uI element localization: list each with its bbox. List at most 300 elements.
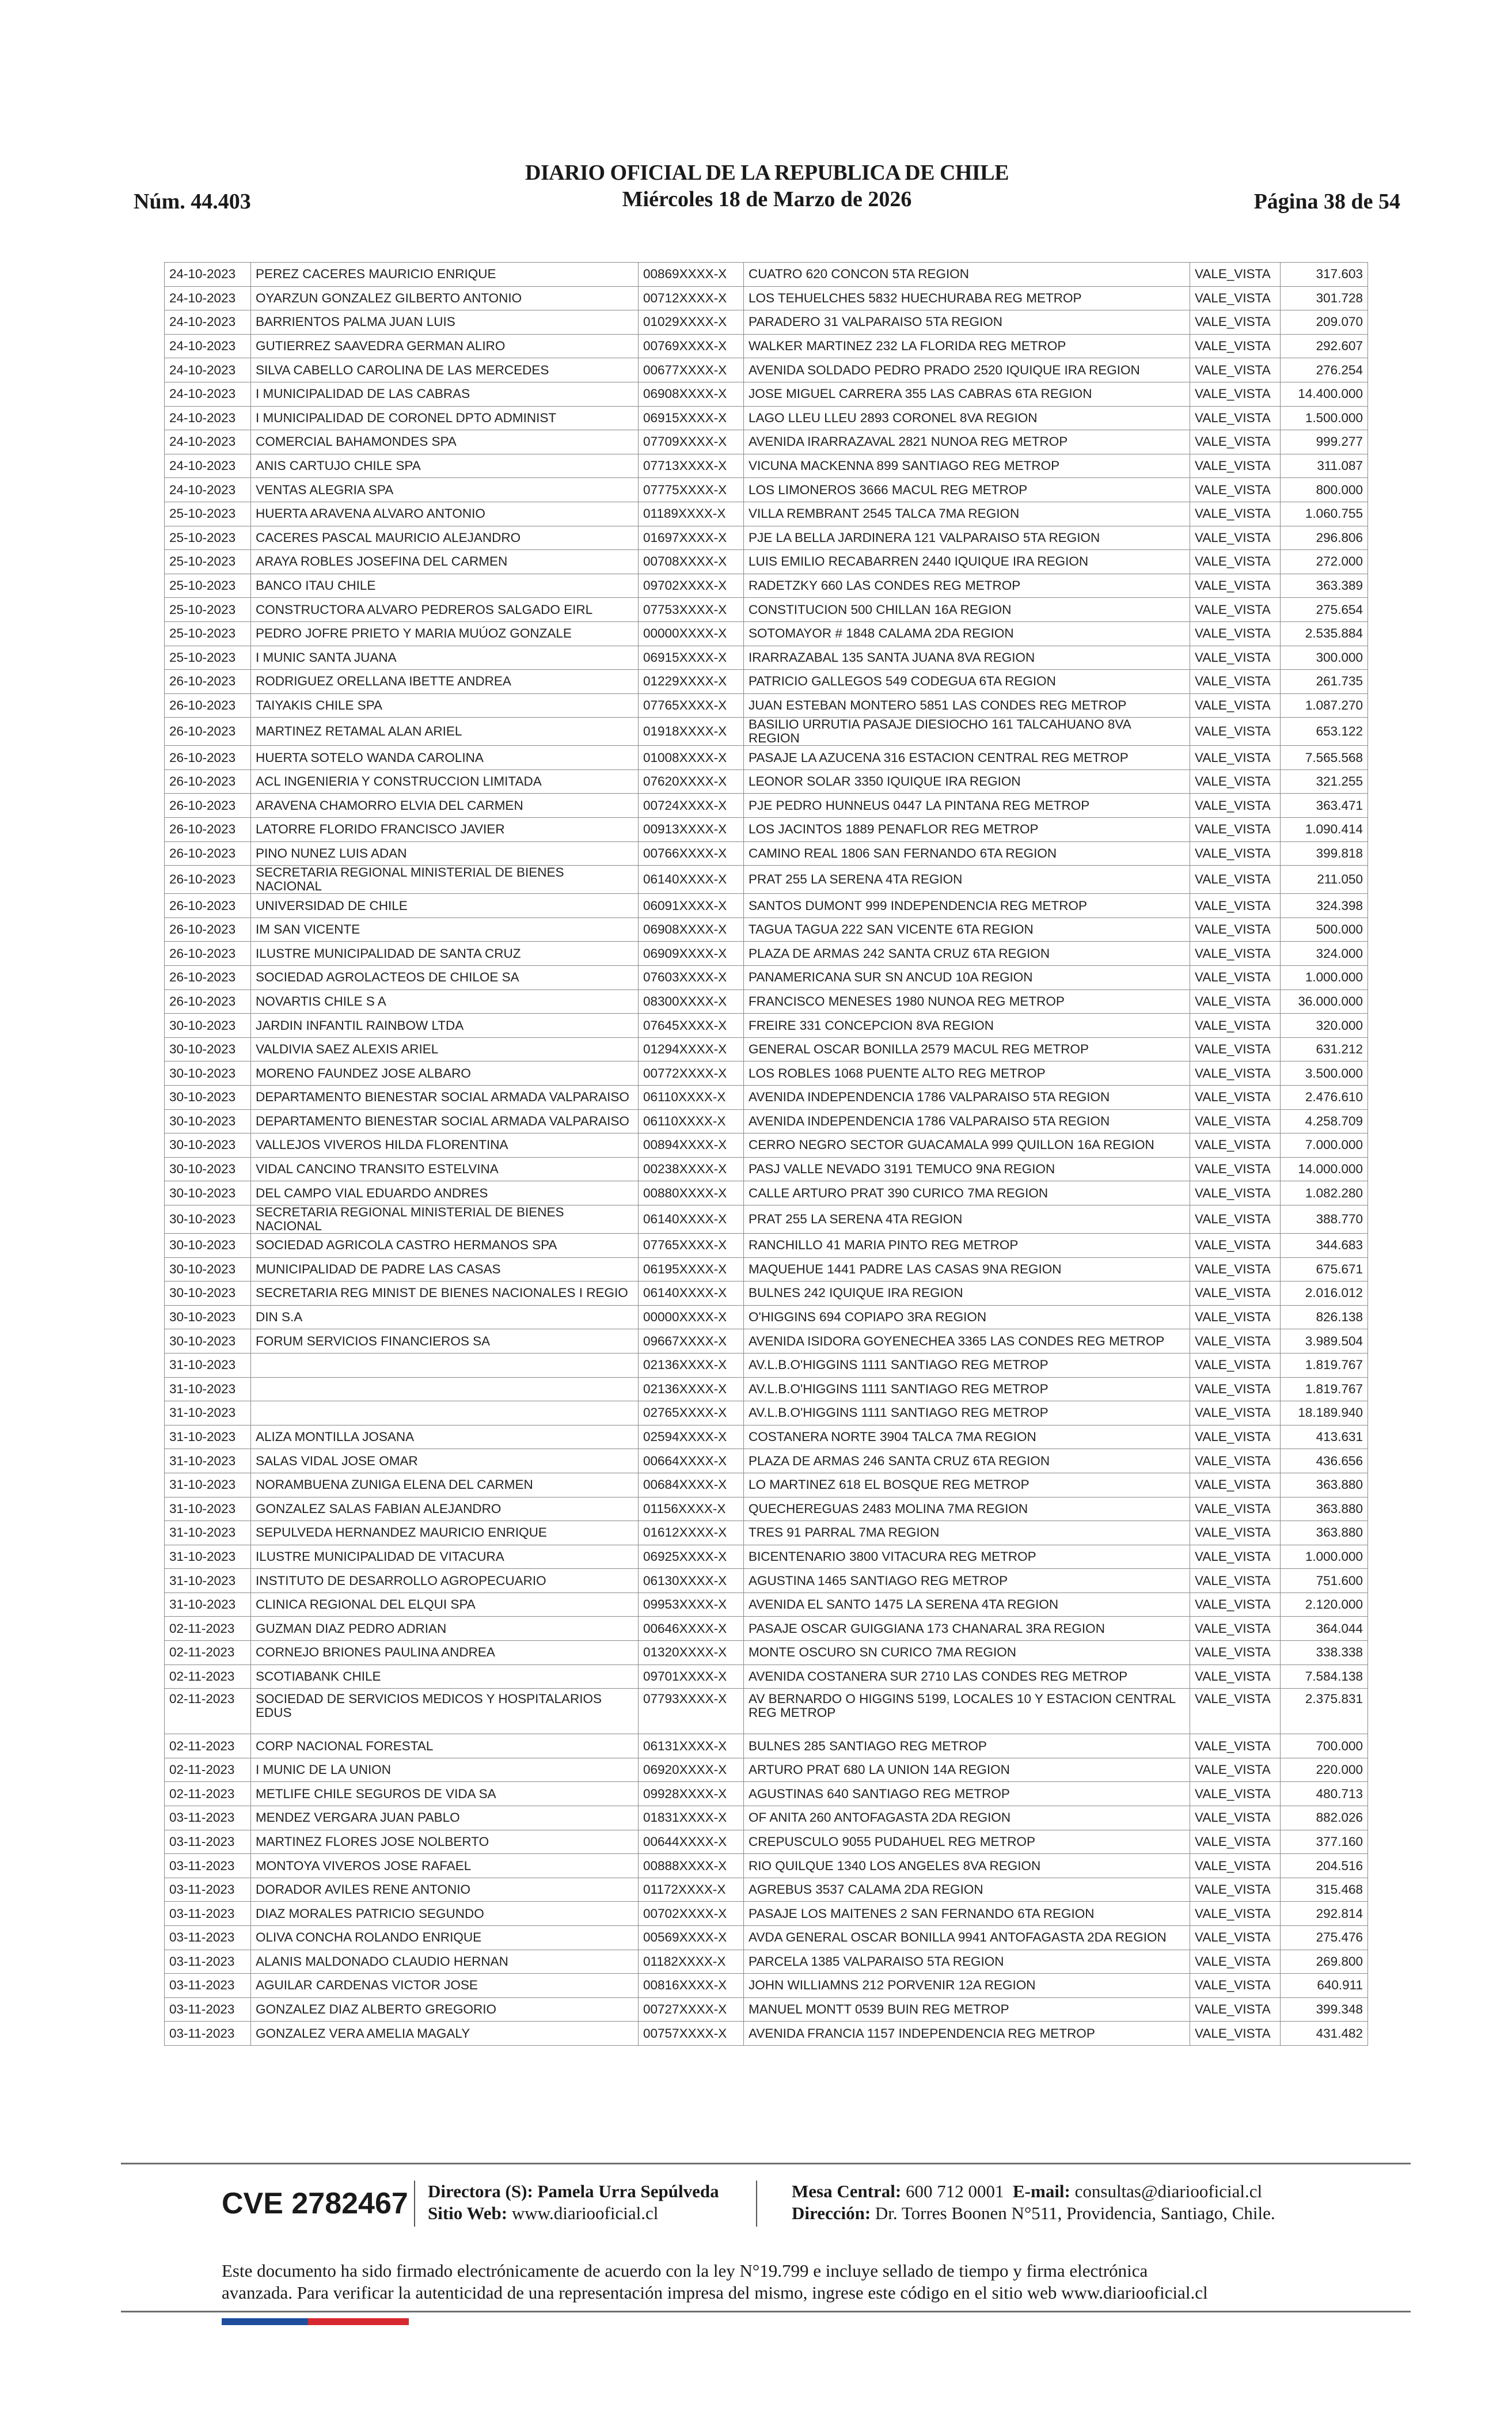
amount-cell: 800.000 <box>1281 478 1368 502</box>
footer-director-block <box>428 2181 719 2224</box>
address-cell: AV.L.B.O'HIGGINS 1111 SANTIAGO REG METROP <box>744 1377 1190 1401</box>
name-cell: ACL INGENIERIA Y CONSTRUCCION LIMITADA <box>251 769 639 794</box>
date-cell: 30-10-2023 <box>165 1205 251 1233</box>
rut-cell: 06130XXXX-X <box>639 1569 744 1593</box>
rut-cell: 02765XXXX-X <box>639 1401 744 1425</box>
director-name: Pamela Urra Sepúlveda <box>537 2181 719 2201</box>
rut-cell: 01156XXXX-X <box>639 1497 744 1521</box>
payment-type-cell: VALE_VISTA <box>1190 1806 1281 1830</box>
address-cell: CREPUSCULO 9055 PUDAHUEL REG METROP <box>744 1830 1190 1854</box>
name-cell: VALDIVIA SAEZ ALEXIS ARIEL <box>251 1037 639 1061</box>
address-cell: PATRICIO GALLEGOS 549 CODEGUA 6TA REGION <box>744 670 1190 694</box>
rut-cell: 06131XXXX-X <box>639 1734 744 1758</box>
amount-cell: 751.600 <box>1281 1569 1368 1593</box>
name-cell: ALANIS MALDONADO CLAUDIO HERNAN <box>251 1950 639 1974</box>
rut-cell: 01294XXXX-X <box>639 1037 744 1061</box>
rut-cell: 06110XXXX-X <box>639 1086 744 1110</box>
amount-cell: 1.819.767 <box>1281 1377 1368 1401</box>
name-cell: VENTAS ALEGRIA SPA <box>251 478 639 502</box>
date-cell: 30-10-2023 <box>165 1157 251 1181</box>
date-cell: 26-10-2023 <box>165 746 251 770</box>
payment-type-cell: VALE_VISTA <box>1190 1181 1281 1205</box>
date-cell: 30-10-2023 <box>165 1281 251 1306</box>
payment-type-cell: VALE_VISTA <box>1190 670 1281 694</box>
name-cell: VIDAL CANCINO TRANSITO ESTELVINA <box>251 1157 639 1181</box>
table-row <box>165 454 1368 478</box>
address-cell: AVENIDA INDEPENDENCIA 1786 VALPARAISO 5TA REGION <box>744 1109 1190 1133</box>
table-row <box>165 989 1368 1014</box>
name-cell: MORENO FAUNDEZ JOSE ALBARO <box>251 1061 639 1086</box>
name-cell: CONSTRUCTORA ALVARO PEDREROS SALGADO EIRL <box>251 598 639 622</box>
name-cell <box>251 1353 639 1377</box>
date-cell: 24-10-2023 <box>165 382 251 406</box>
table-row <box>165 866 1368 894</box>
date-cell: 03-11-2023 <box>165 1902 251 1926</box>
address-cell: AVENIDA COSTANERA SUR 2710 LAS CONDES REG METROP <box>744 1665 1190 1689</box>
name-cell: I MUNIC SANTA JUANA <box>251 646 639 670</box>
amount-cell: 364.044 <box>1281 1617 1368 1641</box>
payment-type-cell: VALE_VISTA <box>1190 894 1281 918</box>
amount-cell: 388.770 <box>1281 1205 1368 1233</box>
rut-cell: 00708XXXX-X <box>639 550 744 574</box>
date-cell: 31-10-2023 <box>165 1377 251 1401</box>
payment-type-cell: VALE_VISTA <box>1190 382 1281 406</box>
date-cell: 26-10-2023 <box>165 718 251 746</box>
rut-cell: 00677XXXX-X <box>639 358 744 382</box>
table-row <box>165 1521 1368 1545</box>
rut-cell: 00702XXXX-X <box>639 1902 744 1926</box>
address-cell: CONSTITUCION 500 CHILLAN 16A REGION <box>744 598 1190 622</box>
payment-type-cell: VALE_VISTA <box>1190 1353 1281 1377</box>
amount-cell: 675.671 <box>1281 1257 1368 1281</box>
address-cell: O'HIGGINS 694 COPIAPO 3RA REGION <box>744 1305 1190 1329</box>
payment-type-cell: VALE_VISTA <box>1190 1401 1281 1425</box>
date-cell: 03-11-2023 <box>165 1806 251 1830</box>
amount-cell: 2.120.000 <box>1281 1593 1368 1617</box>
name-cell: MUNICIPALIDAD DE PADRE LAS CASAS <box>251 1257 639 1281</box>
amount-cell: 296.806 <box>1281 526 1368 550</box>
date-cell: 30-10-2023 <box>165 1086 251 1110</box>
payment-type-cell: VALE_VISTA <box>1190 794 1281 818</box>
payment-type-cell: VALE_VISTA <box>1190 1569 1281 1593</box>
address-cell: BULNES 285 SANTIAGO REG METROP <box>744 1734 1190 1758</box>
amount-cell: 399.348 <box>1281 1997 1368 2022</box>
amount-cell: 500.000 <box>1281 917 1368 942</box>
amount-cell: 363.471 <box>1281 794 1368 818</box>
table-row <box>165 2022 1368 2046</box>
rut-cell: 00644XXXX-X <box>639 1830 744 1854</box>
address-cell: PJE LA BELLA JARDINERA 121 VALPARAISO 5TA REGION <box>744 526 1190 550</box>
date-cell: 26-10-2023 <box>165 894 251 918</box>
date-cell: 26-10-2023 <box>165 989 251 1014</box>
table-row <box>165 1902 1368 1926</box>
address-cell: ARTURO PRAT 680 LA UNION 14A REGION <box>744 1758 1190 1782</box>
address-cell: PLAZA DE ARMAS 246 SANTA CRUZ 6TA REGION <box>744 1449 1190 1473</box>
address-cell: PASAJE LA AZUCENA 316 ESTACION CENTRAL REG METROP <box>744 746 1190 770</box>
table-row <box>165 1974 1368 1998</box>
address-value: Dr. Torres Boonen N°511, Providencia, Santiago, Chile. <box>875 2203 1275 2223</box>
name-cell: SOCIEDAD AGRICOLA CASTRO HERMANOS SPA <box>251 1233 639 1257</box>
payment-type-cell: VALE_VISTA <box>1190 430 1281 454</box>
date-cell: 26-10-2023 <box>165 693 251 718</box>
payment-type-cell: VALE_VISTA <box>1190 1734 1281 1758</box>
name-cell: TAIYAKIS CHILE SPA <box>251 693 639 718</box>
date-cell: 25-10-2023 <box>165 621 251 646</box>
rut-cell: 09701XXXX-X <box>639 1665 744 1689</box>
rut-cell: 01229XXXX-X <box>639 670 744 694</box>
name-cell: OLIVA CONCHA ROLANDO ENRIQUE <box>251 1926 639 1950</box>
table-row <box>165 1641 1368 1665</box>
name-cell: PEREZ CACERES MAURICIO ENRIQUE <box>251 263 639 287</box>
name-cell: HUERTA ARAVENA ALVARO ANTONIO <box>251 502 639 526</box>
date-cell: 31-10-2023 <box>165 1473 251 1497</box>
date-cell: 24-10-2023 <box>165 286 251 310</box>
address-cell: RADETZKY 660 LAS CONDES REG METROP <box>744 574 1190 598</box>
name-cell: I MUNIC DE LA UNION <box>251 1758 639 1782</box>
date-cell: 26-10-2023 <box>165 794 251 818</box>
name-cell: GONZALEZ SALAS FABIAN ALEJANDRO <box>251 1497 639 1521</box>
payment-type-cell: VALE_VISTA <box>1190 2022 1281 2046</box>
table-row <box>165 382 1368 406</box>
amount-cell: 311.087 <box>1281 454 1368 478</box>
name-cell: I MUNICIPALIDAD DE LAS CABRAS <box>251 382 639 406</box>
date-cell: 30-10-2023 <box>165 1305 251 1329</box>
rut-cell: 00769XXXX-X <box>639 334 744 358</box>
name-cell: SALAS VIDAL JOSE OMAR <box>251 1449 639 1473</box>
address-cell: CUATRO 620 CONCON 5TA REGION <box>744 263 1190 287</box>
table-row <box>165 286 1368 310</box>
date-cell: 03-11-2023 <box>165 1950 251 1974</box>
flag-stripe-red <box>308 2318 409 2325</box>
date-cell: 02-11-2023 <box>165 1734 251 1758</box>
rut-cell: 01831XXXX-X <box>639 1806 744 1830</box>
rut-cell: 06920XXXX-X <box>639 1758 744 1782</box>
address-cell: LOS LIMONEROS 3666 MACUL REG METROP <box>744 478 1190 502</box>
table-row <box>165 502 1368 526</box>
date-cell: 26-10-2023 <box>165 670 251 694</box>
table-row <box>165 1109 1368 1133</box>
phone-label: Mesa Central: <box>792 2181 902 2201</box>
address-cell: AVENIDA FRANCIA 1157 INDEPENDENCIA REG METROP <box>744 2022 1190 2046</box>
table-row <box>165 1425 1368 1449</box>
address-cell: PASAJE OSCAR GUIGGIANA 173 CHANARAL 3RA REGION <box>744 1617 1190 1641</box>
name-cell: NOVARTIS CHILE S A <box>251 989 639 1014</box>
table-row <box>165 1133 1368 1158</box>
payment-type-cell: VALE_VISTA <box>1190 454 1281 478</box>
rut-cell: 06915XXXX-X <box>639 646 744 670</box>
date-cell: 24-10-2023 <box>165 334 251 358</box>
date-cell: 03-11-2023 <box>165 1830 251 1854</box>
table-row <box>165 263 1368 287</box>
amount-cell: 220.000 <box>1281 1758 1368 1782</box>
web-label: Sitio Web: <box>428 2203 508 2223</box>
rut-cell: 01182XXXX-X <box>639 1950 744 1974</box>
date-cell: 26-10-2023 <box>165 866 251 894</box>
name-cell: CACERES PASCAL MAURICIO ALEJANDRO <box>251 526 639 550</box>
payment-type-cell: VALE_VISTA <box>1190 526 1281 550</box>
rut-cell: 06195XXXX-X <box>639 1257 744 1281</box>
rut-cell: 06908XXXX-X <box>639 917 744 942</box>
name-cell: GONZALEZ VERA AMELIA MAGALY <box>251 2022 639 2046</box>
rut-cell: 09667XXXX-X <box>639 1329 744 1353</box>
payment-type-cell: VALE_VISTA <box>1190 1902 1281 1926</box>
date-cell: 24-10-2023 <box>165 358 251 382</box>
amount-cell: 324.000 <box>1281 942 1368 966</box>
records-body <box>165 263 1368 2046</box>
table-row <box>165 1734 1368 1758</box>
date-cell: 26-10-2023 <box>165 917 251 942</box>
amount-cell: 14.000.000 <box>1281 1157 1368 1181</box>
table-row <box>165 1758 1368 1782</box>
rut-cell: 01697XXXX-X <box>639 526 744 550</box>
table-row <box>165 358 1368 382</box>
date-cell: 30-10-2023 <box>165 1329 251 1353</box>
table-row <box>165 670 1368 694</box>
rut-cell: 07775XXXX-X <box>639 478 744 502</box>
rut-cell: 02594XXXX-X <box>639 1425 744 1449</box>
payment-type-cell: VALE_VISTA <box>1190 966 1281 990</box>
address-cell: GENERAL OSCAR BONILLA 2579 MACUL REG METROP <box>744 1037 1190 1061</box>
email-link[interactable]: consultas@diariooficial.cl <box>1074 2181 1263 2201</box>
payment-type-cell: VALE_VISTA <box>1190 263 1281 287</box>
amount-cell: 826.138 <box>1281 1305 1368 1329</box>
name-cell <box>251 1377 639 1401</box>
amount-cell: 3.989.504 <box>1281 1329 1368 1353</box>
name-cell: FORUM SERVICIOS FINANCIEROS SA <box>251 1329 639 1353</box>
address-cell: AV.L.B.O'HIGGINS 1111 SANTIAGO REG METROP <box>744 1401 1190 1425</box>
page-footer <box>222 2177 1316 2240</box>
rut-cell: 07709XXXX-X <box>639 430 744 454</box>
rut-cell: 00757XXXX-X <box>639 2022 744 2046</box>
amount-cell: 321.255 <box>1281 769 1368 794</box>
rut-cell: 00772XXXX-X <box>639 1061 744 1086</box>
name-cell: PEDRO JOFRE PRIETO Y MARIA MUÚOZ GONZALE <box>251 621 639 646</box>
legal-line: Este documento ha sido firmado electrónicamente de acuerdo con la ley N°19.799 e incluye sellado de tiempo y firma electrónica <box>222 2261 1148 2281</box>
date-cell: 24-10-2023 <box>165 454 251 478</box>
rut-cell: 02136XXXX-X <box>639 1353 744 1377</box>
date-cell: 31-10-2023 <box>165 1545 251 1569</box>
address-cell: JOHN WILLIAMNS 212 PORVENIR 12A REGION <box>744 1974 1190 1998</box>
payment-type-cell: VALE_VISTA <box>1190 1061 1281 1086</box>
name-cell: BANCO ITAU CHILE <box>251 574 639 598</box>
date-cell: 30-10-2023 <box>165 1233 251 1257</box>
footer-divider <box>756 2181 757 2227</box>
table-row <box>165 550 1368 574</box>
payment-type-cell: VALE_VISTA <box>1190 334 1281 358</box>
payment-type-cell: VALE_VISTA <box>1190 1521 1281 1545</box>
footer-top-rule <box>121 2163 1411 2164</box>
payment-type-cell: VALE_VISTA <box>1190 866 1281 894</box>
name-cell: NORAMBUENA ZUNIGA ELENA DEL CARMEN <box>251 1473 639 1497</box>
rut-cell: 01029XXXX-X <box>639 310 744 335</box>
table-row <box>165 1037 1368 1061</box>
amount-cell: 480.713 <box>1281 1782 1368 1806</box>
amount-cell: 7.584.138 <box>1281 1665 1368 1689</box>
payment-type-cell: VALE_VISTA <box>1190 310 1281 335</box>
address-cell: PARCELA 1385 VALPARAISO 5TA REGION <box>744 1950 1190 1974</box>
table-row <box>165 894 1368 918</box>
amount-cell: 315.468 <box>1281 1878 1368 1902</box>
payment-type-cell: VALE_VISTA <box>1190 841 1281 866</box>
rut-cell: 00869XXXX-X <box>639 263 744 287</box>
name-cell: I MUNICIPALIDAD DE CORONEL DPTO ADMINIST <box>251 406 639 430</box>
payment-type-cell: VALE_VISTA <box>1190 358 1281 382</box>
date-cell: 30-10-2023 <box>165 1109 251 1133</box>
rut-cell: 00684XXXX-X <box>639 1473 744 1497</box>
amount-cell: 317.603 <box>1281 263 1368 287</box>
table-row <box>165 1997 1368 2022</box>
date-cell: 26-10-2023 <box>165 818 251 842</box>
date-cell: 26-10-2023 <box>165 769 251 794</box>
flag-stripe-blue <box>222 2318 308 2325</box>
payment-type-cell: VALE_VISTA <box>1190 942 1281 966</box>
name-cell: MARTINEZ RETAMAL ALAN ARIEL <box>251 718 639 746</box>
address-cell: PRAT 255 LA SERENA 4TA REGION <box>744 866 1190 894</box>
payment-type-cell: VALE_VISTA <box>1190 574 1281 598</box>
payment-type-cell: VALE_VISTA <box>1190 1665 1281 1689</box>
payment-type-cell: VALE_VISTA <box>1190 1329 1281 1353</box>
payment-type-cell: VALE_VISTA <box>1190 646 1281 670</box>
amount-cell: 436.656 <box>1281 1449 1368 1473</box>
payment-type-cell: VALE_VISTA <box>1190 1545 1281 1569</box>
rut-cell: 09953XXXX-X <box>639 1593 744 1617</box>
amount-cell: 209.070 <box>1281 310 1368 335</box>
rut-cell: 08300XXXX-X <box>639 989 744 1014</box>
date-cell: 30-10-2023 <box>165 1014 251 1038</box>
date-cell: 26-10-2023 <box>165 942 251 966</box>
address-cell: MANUEL MONTT 0539 BUIN REG METROP <box>744 1997 1190 2022</box>
address-cell: SANTOS DUMONT 999 INDEPENDENCIA REG METROP <box>744 894 1190 918</box>
publication-title: DIARIO OFICIAL DE LA REPUBLICA DE CHILE <box>525 161 1009 185</box>
payment-type-cell: VALE_VISTA <box>1190 478 1281 502</box>
rut-cell: 00646XXXX-X <box>639 1617 744 1641</box>
payment-type-cell: VALE_VISTA <box>1190 1854 1281 1878</box>
amount-cell: 1.000.000 <box>1281 1545 1368 1569</box>
address-cell: JOSE MIGUEL CARRERA 355 LAS CABRAS 6TA REGION <box>744 382 1190 406</box>
date-cell: 26-10-2023 <box>165 841 251 866</box>
amount-cell: 276.254 <box>1281 358 1368 382</box>
name-cell: ALIZA MONTILLA JOSANA <box>251 1425 639 1449</box>
address-cell: VILLA REMBRANT 2545 TALCA 7MA REGION <box>744 502 1190 526</box>
payment-type-cell: VALE_VISTA <box>1190 1377 1281 1401</box>
payment-type-cell: VALE_VISTA <box>1190 1497 1281 1521</box>
name-cell: UNIVERSIDAD DE CHILE <box>251 894 639 918</box>
name-cell: MONTOYA VIVEROS JOSE RAFAEL <box>251 1854 639 1878</box>
amount-cell: 261.735 <box>1281 670 1368 694</box>
address-cell: LOS TEHUELCHES 5832 HUECHURABA REG METROP <box>744 286 1190 310</box>
rut-cell: 07603XXXX-X <box>639 966 744 990</box>
table-row <box>165 1569 1368 1593</box>
amount-cell: 320.000 <box>1281 1014 1368 1038</box>
name-cell: RODRIGUEZ ORELLANA IBETTE ANDREA <box>251 670 639 694</box>
date-cell: 31-10-2023 <box>165 1353 251 1377</box>
table-row <box>165 621 1368 646</box>
payment-type-cell: VALE_VISTA <box>1190 1689 1281 1734</box>
rut-cell: 09928XXXX-X <box>639 1782 744 1806</box>
amount-cell: 377.160 <box>1281 1830 1368 1854</box>
phone-value: 600 712 0001 <box>906 2181 1004 2201</box>
table-row <box>165 1281 1368 1306</box>
payment-type-cell: VALE_VISTA <box>1190 818 1281 842</box>
amount-cell: 399.818 <box>1281 841 1368 866</box>
address-cell: RIO QUILQUE 1340 LOS ANGELES 8VA REGION <box>744 1854 1190 1878</box>
name-cell: MENDEZ VERGARA JUAN PABLO <box>251 1806 639 1830</box>
amount-cell: 7.565.568 <box>1281 746 1368 770</box>
rut-cell: 00569XXXX-X <box>639 1926 744 1950</box>
name-cell: SECRETARIA REG MINIST DE BIENES NACIONALES I REGIO <box>251 1281 639 1306</box>
name-cell: SECRETARIA REGIONAL MINISTERIAL DE BIENES NACIONAL <box>251 866 639 894</box>
address-cell: QUECHEREGUAS 2483 MOLINA 7MA REGION <box>744 1497 1190 1521</box>
date-cell: 31-10-2023 <box>165 1497 251 1521</box>
table-row <box>165 1377 1368 1401</box>
amount-cell: 14.400.000 <box>1281 382 1368 406</box>
payment-type-cell: VALE_VISTA <box>1190 598 1281 622</box>
rut-cell: 00712XXXX-X <box>639 286 744 310</box>
rut-cell: 00000XXXX-X <box>639 1305 744 1329</box>
rut-cell: 06925XXXX-X <box>639 1545 744 1569</box>
records-table <box>164 262 1368 2046</box>
table-row <box>165 1353 1368 1377</box>
address-cell: RANCHILLO 41 MARIA PINTO REG METROP <box>744 1233 1190 1257</box>
address-cell: AVENIDA INDEPENDENCIA 1786 VALPARAISO 5TA REGION <box>744 1086 1190 1110</box>
table-row <box>165 1205 1368 1233</box>
address-cell: PLAZA DE ARMAS 242 SANTA CRUZ 6TA REGION <box>744 942 1190 966</box>
table-row <box>165 1926 1368 1950</box>
name-cell: DIN S.A <box>251 1305 639 1329</box>
rut-cell: 06110XXXX-X <box>639 1109 744 1133</box>
date-cell: 24-10-2023 <box>165 310 251 335</box>
date-cell: 25-10-2023 <box>165 598 251 622</box>
address-cell: LAGO LLEU LLEU 2893 CORONEL 8VA REGION <box>744 406 1190 430</box>
payment-type-cell: VALE_VISTA <box>1190 502 1281 526</box>
table-row <box>165 574 1368 598</box>
table-row <box>165 1257 1368 1281</box>
table-row <box>165 1854 1368 1878</box>
payment-type-cell: VALE_VISTA <box>1190 1593 1281 1617</box>
web-link[interactable]: www.diariooficial.cl <box>511 2203 659 2223</box>
address-cell: PANAMERICANA SUR SN ANCUD 10A REGION <box>744 966 1190 990</box>
address-cell: COSTANERA NORTE 3904 TALCA 7MA REGION <box>744 1425 1190 1449</box>
amount-cell: 18.189.940 <box>1281 1401 1368 1425</box>
rut-cell: 07753XXXX-X <box>639 598 744 622</box>
address-cell: AV.L.B.O'HIGGINS 1111 SANTIAGO REG METROP <box>744 1353 1190 1377</box>
director-label: Directora (S): <box>428 2181 533 2201</box>
payment-type-cell: VALE_VISTA <box>1190 1425 1281 1449</box>
rut-cell: 01008XXXX-X <box>639 746 744 770</box>
amount-cell: 7.000.000 <box>1281 1133 1368 1158</box>
amount-cell: 344.683 <box>1281 1233 1368 1257</box>
date-cell: 03-11-2023 <box>165 1997 251 2022</box>
amount-cell: 363.880 <box>1281 1521 1368 1545</box>
page-header <box>134 160 1400 218</box>
name-cell: LATORRE FLORIDO FRANCISCO JAVIER <box>251 818 639 842</box>
table-row <box>165 1782 1368 1806</box>
rut-cell: 00894XXXX-X <box>639 1133 744 1158</box>
date-cell: 03-11-2023 <box>165 2022 251 2046</box>
name-cell: MARTINEZ FLORES JOSE NOLBERTO <box>251 1830 639 1854</box>
payment-type-cell: VALE_VISTA <box>1190 1997 1281 2022</box>
date-cell: 31-10-2023 <box>165 1521 251 1545</box>
table-row <box>165 1329 1368 1353</box>
rut-cell: 09702XXXX-X <box>639 574 744 598</box>
rut-cell: 06140XXXX-X <box>639 1281 744 1306</box>
amount-cell: 2.535.884 <box>1281 621 1368 646</box>
date-cell: 31-10-2023 <box>165 1425 251 1449</box>
amount-cell: 1.819.767 <box>1281 1353 1368 1377</box>
address-label: Dirección: <box>792 2203 871 2223</box>
payment-type-cell: VALE_VISTA <box>1190 1782 1281 1806</box>
address-cell: IRARRAZABAL 135 SANTA JUANA 8VA REGION <box>744 646 1190 670</box>
